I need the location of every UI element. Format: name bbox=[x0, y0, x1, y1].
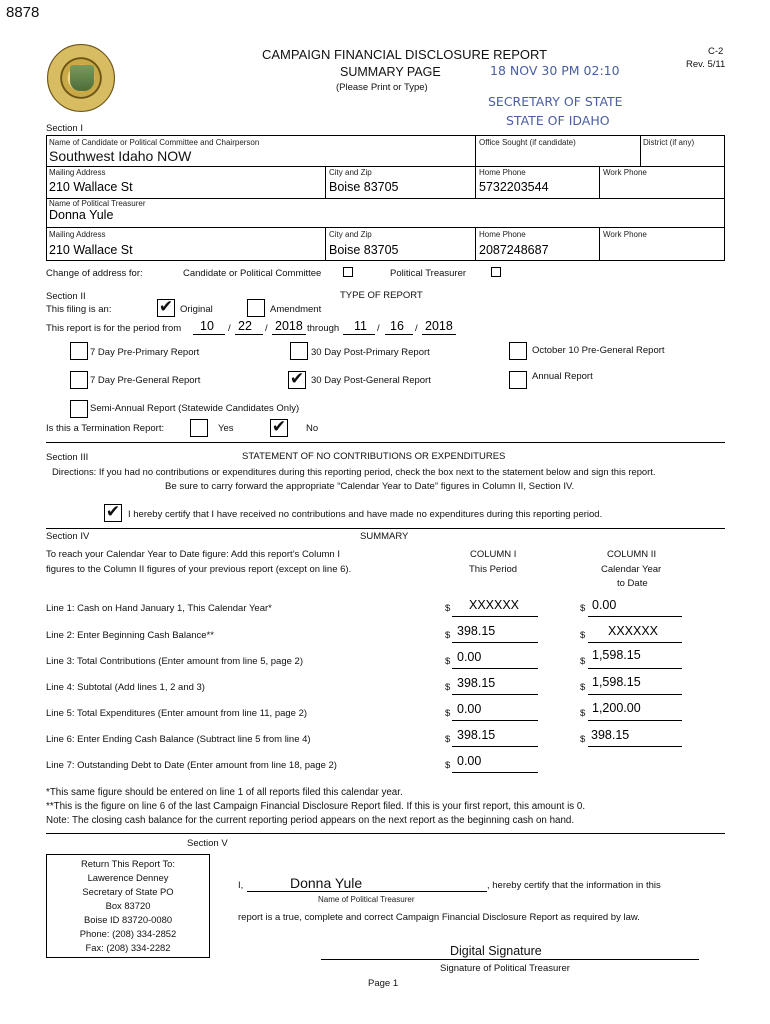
annual-report-checkbox[interactable] bbox=[509, 371, 527, 389]
line5-col1[interactable]: 0.00 bbox=[457, 702, 482, 716]
annual-report-label: Annual Report bbox=[532, 371, 593, 382]
october-10-pre-general-checkbox[interactable] bbox=[509, 342, 527, 360]
form-revision: Rev. 5/11 bbox=[686, 59, 726, 70]
line6-col1[interactable]: 398.15 bbox=[457, 728, 496, 742]
footnote-2: **This is the figure on line 6 of the last Campaign Financial Disclosure Report filed. If this is your first report, this amount is 0. bbox=[46, 801, 586, 812]
work-phone-label: Work Phone bbox=[603, 168, 647, 177]
section3-heading: STATEMENT OF NO CONTRIBUTIONS OR EXPENDITURES bbox=[242, 451, 506, 462]
treasurer-home-phone-field[interactable]: 2087248687 bbox=[479, 243, 549, 257]
line4-label: Line 4: Subtotal (Add lines 1, 2 and 3) bbox=[46, 682, 205, 693]
return-line: Fax: (208) 334-2282 bbox=[85, 942, 171, 953]
semi-annual-label: Semi-Annual Report (Statewide Candidates Only) bbox=[90, 403, 300, 414]
line4-col1[interactable]: 398.15 bbox=[457, 676, 496, 690]
change-candidate-checkbox[interactable] bbox=[343, 267, 353, 277]
30-day-post-general-checkbox[interactable]: ✔ bbox=[289, 369, 305, 389]
7-day-pre-general-label: 7 Day Pre-General Report bbox=[90, 375, 201, 386]
treasurer-mailing-label: Mailing Address bbox=[49, 230, 106, 239]
home-phone-field[interactable]: 5732203544 bbox=[479, 180, 549, 194]
treasurer-city-label: City and Zip bbox=[329, 230, 372, 239]
section3-directions-line1: Directions: If you had no contributions or expenditures during this reporting period, check the box next to the statement below and sign this report. bbox=[52, 466, 656, 477]
change-treasurer-label: Political Treasurer bbox=[390, 268, 467, 279]
section4-label: Section IV bbox=[46, 531, 90, 542]
treasurer-home-phone-label: Home Phone bbox=[479, 230, 526, 239]
mailing-address-field[interactable]: 210 Wallace St bbox=[49, 180, 133, 194]
period-from-month[interactable]: 10 bbox=[200, 319, 214, 333]
treasurer-city-field[interactable]: Boise 83705 bbox=[329, 243, 399, 257]
termination-no-checkbox[interactable]: ✔ bbox=[271, 417, 287, 437]
line3-col1[interactable]: 0.00 bbox=[457, 650, 482, 664]
certify-signer-name[interactable]: Donna Yule bbox=[290, 875, 363, 891]
termination-label: Is this a Termination Report: bbox=[46, 423, 165, 434]
period-to-month[interactable]: 11 bbox=[354, 319, 367, 333]
line6-label: Line 6: Enter Ending Cash Balance (Subtract line 5 from line 4) bbox=[46, 734, 311, 745]
period-to-day[interactable]: 16 bbox=[390, 319, 404, 333]
period-label: This report is for the period from bbox=[46, 323, 182, 334]
return-address-box bbox=[46, 854, 210, 958]
mailing-address-label: Mailing Address bbox=[49, 168, 106, 177]
return-line: Boise ID 83720-0080 bbox=[83, 914, 173, 925]
line4-col2[interactable]: 1,598.15 bbox=[592, 675, 641, 689]
received-stamp-state: STATE OF IDAHO bbox=[506, 113, 610, 128]
date-separator: / bbox=[415, 323, 418, 334]
return-line: Phone: (208) 334-2852 bbox=[79, 928, 177, 939]
currency-symbol: $ bbox=[445, 603, 451, 614]
section4-heading: SUMMARY bbox=[360, 531, 409, 542]
city-zip-label: City and Zip bbox=[329, 168, 372, 177]
currency-symbol: $ bbox=[580, 734, 586, 745]
return-line: Secretary of State PO bbox=[82, 886, 174, 897]
treasurer-work-phone-label: Work Phone bbox=[603, 230, 647, 239]
currency-symbol: $ bbox=[580, 656, 586, 667]
signature-caption: Signature of Political Treasurer bbox=[440, 963, 570, 974]
column2-subtitle2: to Date bbox=[617, 578, 648, 589]
type-of-report-heading: TYPE OF REPORT bbox=[340, 290, 423, 301]
line7-col1[interactable]: 0.00 bbox=[457, 754, 482, 768]
currency-symbol: $ bbox=[445, 682, 451, 693]
treasurer-name-caption: Name of Political Treasurer bbox=[318, 895, 415, 904]
termination-yes-checkbox[interactable] bbox=[190, 419, 208, 437]
currency-symbol: $ bbox=[445, 708, 451, 719]
30-day-post-general-label: 30 Day Post-General Report bbox=[311, 375, 431, 386]
date-separator: / bbox=[265, 323, 268, 334]
currency-symbol: $ bbox=[445, 630, 451, 641]
currency-symbol: $ bbox=[580, 682, 586, 693]
column1-title: COLUMN I bbox=[470, 549, 517, 560]
7-day-pre-primary-checkbox[interactable] bbox=[70, 342, 88, 360]
return-line: Box 83720 bbox=[105, 900, 151, 911]
received-stamp-date: 18 NOV 30 PM 02:10 bbox=[490, 63, 620, 78]
line3-label: Line 3: Total Contributions (Enter amount from line 5, page 2) bbox=[46, 656, 303, 667]
form-code: C-2 bbox=[708, 46, 724, 57]
idaho-state-seal-icon bbox=[47, 44, 115, 112]
city-zip-field[interactable]: Boise 83705 bbox=[329, 180, 399, 194]
30-day-post-primary-checkbox[interactable] bbox=[290, 342, 308, 360]
line2-col2[interactable]: XXXXXX bbox=[608, 624, 659, 638]
office-field-label: Office Sought (if candidate) bbox=[479, 138, 576, 147]
amendment-checkbox[interactable] bbox=[247, 299, 265, 317]
no-activity-certify-checkbox[interactable]: ✔ bbox=[105, 502, 121, 522]
line1-col1[interactable]: XXXXXX bbox=[469, 598, 520, 612]
line1-label: Line 1: Cash on Hand January 1, This Calendar Year* bbox=[46, 603, 272, 614]
7-day-pre-general-checkbox[interactable] bbox=[70, 371, 88, 389]
certify-i-label: I, bbox=[238, 880, 244, 891]
period-from-year[interactable]: 2018 bbox=[275, 319, 303, 333]
return-line: Lawerence Denney bbox=[87, 872, 169, 883]
treasurer-name-label: Name of Political Treasurer bbox=[49, 199, 146, 208]
line5-label: Line 5: Total Expenditures (Enter amount from line 11, page 2) bbox=[46, 708, 308, 719]
no-activity-certify-label: I hereby certify that I have received no contributions and have made no expenditures during this reporting period. bbox=[128, 509, 603, 520]
summary-intro-line1: To reach your Calendar Year to Date figure: Add this report’s Column I bbox=[46, 549, 340, 560]
date-separator: / bbox=[228, 323, 231, 334]
october-10-pre-general-label: October 10 Pre-General Report bbox=[532, 345, 665, 356]
section1-label: Section I bbox=[46, 123, 83, 134]
column1-subtitle: This Period bbox=[469, 564, 518, 575]
original-checkbox[interactable]: ✔ bbox=[158, 297, 174, 317]
home-phone-label: Home Phone bbox=[479, 168, 526, 177]
footnote-1: *This same figure should be entered on line 1 of all reports filed this calendar year. bbox=[46, 787, 403, 798]
line7-label: Line 7: Outstanding Debt to Date (Enter amount from line 18, page 2) bbox=[46, 760, 337, 771]
certify-statement-line2: report is a true, complete and correct Campaign Financial Disclosure Report as required by law. bbox=[238, 912, 640, 923]
form-instructions: (Please Print or Type) bbox=[336, 82, 428, 93]
change-treasurer-checkbox[interactable] bbox=[491, 267, 501, 277]
treasurer-address-field[interactable]: 210 Wallace St bbox=[49, 243, 133, 257]
original-label: Original bbox=[180, 304, 213, 315]
period-from-day[interactable]: 22 bbox=[238, 319, 252, 333]
footnote-3: Note: The closing cash balance for the current reporting period appears on the next report as the beginning cash on hand. bbox=[46, 815, 575, 826]
line5-col2[interactable]: 1,200.00 bbox=[592, 701, 641, 715]
change-candidate-label: Candidate or Political Committee bbox=[183, 268, 322, 279]
section5-label: Section V bbox=[187, 838, 228, 849]
currency-symbol: $ bbox=[580, 603, 586, 614]
certify-statement-tail: , hereby certify that the information in this bbox=[487, 880, 661, 891]
column2-subtitle1: Calendar Year bbox=[601, 564, 662, 575]
termination-yes-label: Yes bbox=[218, 423, 234, 434]
period-to-year[interactable]: 2018 bbox=[425, 319, 453, 333]
treasurer-name-field[interactable]: Donna Yule bbox=[49, 208, 114, 222]
line1-col2[interactable]: 0.00 bbox=[592, 598, 617, 612]
page-number: Page 1 bbox=[368, 978, 399, 989]
district-field-label: District (if any) bbox=[643, 138, 695, 147]
summary-intro-line2: figures to the Column II figures of your previous report (except on line 6). bbox=[46, 564, 352, 575]
page-id: 8878 bbox=[6, 4, 40, 21]
filing-type-label: This filing is an: bbox=[46, 304, 112, 315]
name-field-label: Name of Candidate or Political Committee and Chairperson bbox=[49, 138, 260, 147]
column2-title: COLUMN II bbox=[607, 549, 657, 560]
line3-col2[interactable]: 1,598.15 bbox=[592, 648, 641, 662]
section3-directions-line2: Be sure to carry forward the appropriate “Calendar Year to Date” figures in Column II, Section IV. bbox=[165, 481, 575, 492]
currency-symbol: $ bbox=[445, 656, 451, 667]
form-title: CAMPAIGN FINANCIAL DISCLOSURE REPORT bbox=[262, 47, 548, 62]
currency-symbol: $ bbox=[445, 734, 451, 745]
through-label: through bbox=[307, 323, 340, 334]
received-stamp-office: SECRETARY OF STATE bbox=[488, 94, 623, 109]
date-separator: / bbox=[377, 323, 380, 334]
return-line: Return This Report To: bbox=[81, 858, 175, 869]
line2-label: Line 2: Enter Beginning Cash Balance** bbox=[46, 630, 214, 641]
amendment-label: Amendment bbox=[270, 304, 322, 315]
form-subtitle: SUMMARY PAGE bbox=[340, 65, 441, 79]
digital-signature-field[interactable]: Digital Signature bbox=[450, 944, 542, 958]
currency-symbol: $ bbox=[445, 760, 451, 771]
committee-name-field[interactable]: Southwest Idaho NOW bbox=[49, 148, 192, 164]
change-address-label: Change of address for: bbox=[46, 268, 143, 279]
currency-symbol: $ bbox=[580, 708, 586, 719]
section2-label: Section II bbox=[46, 291, 86, 302]
currency-symbol: $ bbox=[580, 630, 586, 641]
termination-no-label: No bbox=[306, 423, 319, 434]
line2-col1[interactable]: 398.15 bbox=[457, 624, 496, 638]
section3-label: Section III bbox=[46, 452, 89, 463]
30-day-post-primary-label: 30 Day Post-Primary Report bbox=[311, 347, 430, 358]
7-day-pre-primary-label: 7 Day Pre-Primary Report bbox=[90, 347, 200, 358]
semi-annual-checkbox[interactable] bbox=[70, 400, 88, 418]
line6-col2[interactable]: 398.15 bbox=[591, 728, 630, 742]
